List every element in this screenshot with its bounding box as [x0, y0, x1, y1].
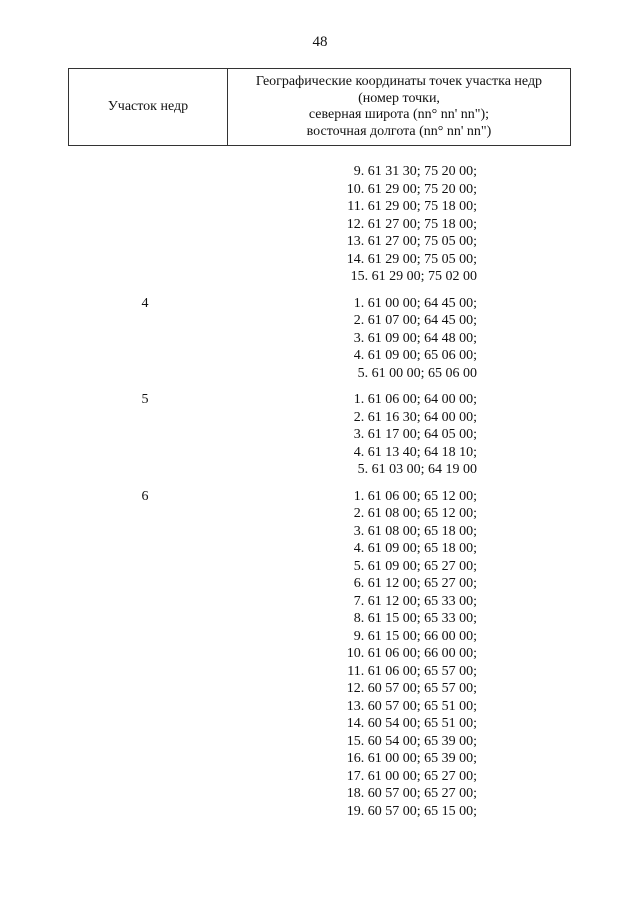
coordinate-point: 10. 61 29 00; 75 20 00; [346, 181, 477, 197]
coordinate-point: 13. 61 27 00; 75 05 00; [346, 234, 477, 249]
coordinate-list [300, 488, 477, 821]
coordinate-point: 13. 60 57 00; 65 51 00; [346, 698, 477, 714]
coordinate-point: 12. 60 57 00; 65 57 00; [346, 681, 477, 696]
subsoil-area-section [0, 391, 640, 479]
subsoil-area-number: 6 [141, 488, 149, 504]
coordinate-point: 2. 61 16 30; 64 00 00; [353, 409, 477, 425]
coordinate-point: 9. 61 15 00; 66 00 00; [353, 628, 477, 644]
coordinate-point: 1. 61 06 00; 65 12 00; [353, 488, 477, 504]
coordinate-point: 9. 61 31 30; 75 20 00; [353, 164, 477, 179]
subsoil-area-section [0, 488, 640, 821]
coordinate-list [300, 163, 477, 286]
coordinate-point: 11. 61 06 00; 65 57 00; [347, 663, 477, 679]
header-coordinates [228, 69, 571, 146]
header-coordinates-line: Географические координаты точек участка недр [255, 74, 543, 89]
header-subsoil-area: Участок недр [69, 69, 228, 146]
coordinate-list [300, 295, 477, 383]
header-row [69, 69, 571, 146]
coordinate-point: 8. 61 15 00; 65 33 00; [353, 611, 477, 626]
coordinate-point: 7. 61 12 00; 65 33 00; [353, 593, 477, 609]
coordinate-point: 4. 61 09 00; 65 06 00; [353, 348, 477, 363]
coordinate-point: 18. 60 57 00; 65 27 00; [346, 786, 477, 801]
subsoil-area-number: 4 [141, 295, 149, 311]
header-table [68, 68, 571, 146]
coordinate-point: 15. 60 54 00; 65 39 00; [346, 733, 477, 749]
coordinate-point: 3. 61 08 00; 65 18 00; [353, 523, 477, 539]
coordinate-point: 3. 61 17 00; 64 05 00; [353, 427, 477, 442]
coordinate-point: 5. 61 09 00; 65 27 00; [353, 558, 477, 574]
coordinate-point: 10. 61 06 00; 66 00 00; [346, 646, 477, 661]
coordinate-point: 4. 61 09 00; 65 18 00; [353, 541, 477, 556]
coordinate-point: 6. 61 12 00; 65 27 00; [353, 576, 477, 591]
page-number: 48 [312, 34, 328, 50]
subsoil-area-number: 5 [141, 392, 149, 407]
coordinate-point: 15. 61 29 00; 75 02 00 [350, 269, 477, 284]
header-coordinates-line: северная широта (nn° nn' nn"); [308, 107, 490, 122]
coordinate-point: 4. 61 13 40; 64 18 10; [353, 444, 477, 460]
coordinate-point: 1. 61 06 00; 64 00 00; [353, 392, 477, 407]
coordinate-point: 2. 61 07 00; 64 45 00; [353, 313, 477, 328]
coordinate-point: 11. 61 29 00; 75 18 00; [347, 199, 477, 214]
coordinate-point: 17. 61 00 00; 65 27 00; [346, 768, 477, 784]
coordinate-point: 5. 61 00 00; 65 06 00 [357, 365, 477, 381]
subsoil-area-section [0, 163, 640, 286]
subsoil-area-section [0, 295, 640, 383]
coordinate-point: 3. 61 09 00; 64 48 00; [353, 330, 477, 346]
coordinate-list [300, 391, 477, 479]
coordinate-point: 14. 61 29 00; 75 05 00; [346, 251, 477, 267]
coordinate-point: 1. 61 00 00; 64 45 00; [353, 295, 477, 311]
header-coordinates-line: восточная долгота (nn° nn' nn") [306, 123, 492, 139]
coordinate-point: 5. 61 03 00; 64 19 00 [357, 462, 477, 477]
coordinate-point: 2. 61 08 00; 65 12 00; [353, 506, 477, 521]
header-coordinates-line: (номер точки, [358, 90, 440, 106]
coordinate-point: 19. 60 57 00; 65 15 00; [346, 803, 477, 819]
coordinates-body [0, 163, 640, 829]
coordinate-point: 14. 60 54 00; 65 51 00; [346, 716, 477, 731]
coordinate-point: 12. 61 27 00; 75 18 00; [346, 216, 477, 232]
coordinate-point: 16. 61 00 00; 65 39 00; [346, 751, 477, 766]
